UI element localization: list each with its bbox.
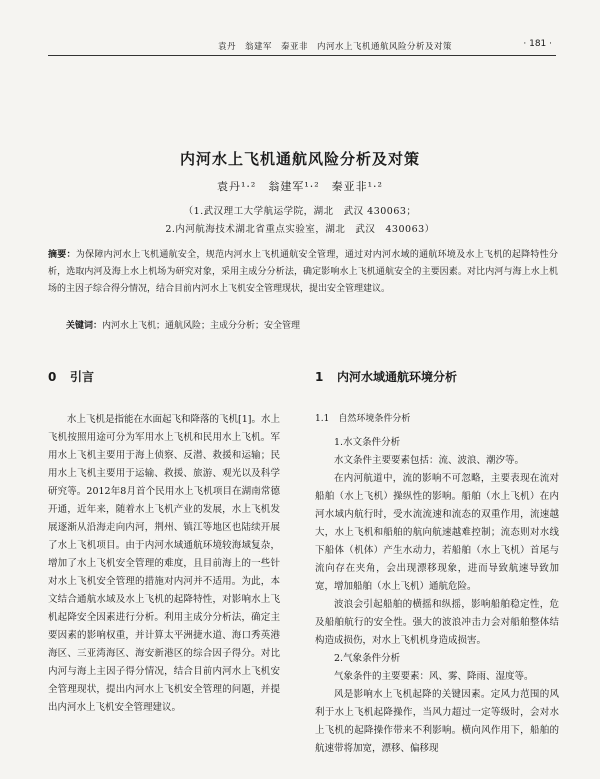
paragraph: 在内河航道中，流的影响不可忽略，主要表现在流对船舶（水上飞机）操纵性的影响。船舶（水上飞机）在内河水域内航行时，受水流流速和流态的双重作用，流速越大，水上飞机和船舶的航向航速越难控制；流态则对水线下船体（机体）产生水动力，若船舶（水上飞机）首尾与流向存在夹角，会出现漂移现象，进而导致航速导致加宽，增加船舶（水上飞机）通航危险。 bbox=[315, 473, 559, 592]
paragraph: 风是影响水上飞机起降的关键因素。定风力范围的风利于水上飞机起降操作，当风力超过一定等级时，会对水上飞机的起降操作带来不利影响。横向风作用下，船舶的航速带将加宽，漂移、偏移现 bbox=[315, 689, 559, 754]
intro-paragraph: 水上飞机是指能在水面起飞和降落的飞机[1]。水上飞机按照用途可分为军用水上飞机和民用水上飞机。军用水上飞机主要用于海上侦察、反潜、救援和运输；民用水上飞机主要用于运输、救援、旅游、观光以及科学研究等。2012年8月首个民用水上飞机项目在湖南常德开通，近年来，随着水上飞机产业的发展，水上飞机发展逐渐从沿海走向内河，荆州、镇江等地区也陆续开展了水上飞机项目。由于内河水域通航环境较海域复杂，增加了水上飞机安全管理的难度，且目前海上的一些针对水上飞机安全管理的措施对内河并不适用。为此，本文结合通航水域及水上飞机的起降特性，对影响水上飞机起降安全因素进行分析。利用主成分分析法，确定主要因素的影响权重，并计算太平洲捷水道、海口秀英港海区、三亚湾海区、海安新港区的综合因子得分。对比内河与海上主因子得分情况，结合目前内河水上飞机安全管理现状，提出内河水上飞机安全管理的问题，并提出内河水上飞机安全管理建议。 bbox=[48, 414, 280, 713]
paragraph: 水文条件主要要素包括：流、波浪、潮汐等。 bbox=[334, 455, 525, 466]
authors: 袁丹¹·² 翁建军¹·² 秦亚非¹·² bbox=[217, 180, 383, 193]
subsection-heading: 1.1 自然环境条件分析 bbox=[315, 414, 411, 424]
page-number: · 181 · bbox=[523, 39, 552, 49]
section-title: 引言 bbox=[70, 370, 95, 384]
section-number: 0 bbox=[48, 370, 57, 384]
affiliation-1: （1.武汉理工大学航运学院，湖北 武汉 430063； bbox=[183, 206, 417, 217]
abstract-text: 为保障内河水上飞机通航安全，规范内河水上飞机通航安全管理，通过对内河水域的通航环境及水上飞机的起降特性分析，选取内河及海上水上机场为研究对象，采用主成分分析法，确定影响水上飞机通航安全的主要因素。对比内河与海上水上机场的主因子综合得分情况，结合目前内河水上飞机安全管理现状，提出安全管理建议。 bbox=[48, 250, 558, 294]
running-header: 袁丹 翁建军 秦亚非 内河水上飞机通航风险分析及对策 bbox=[218, 42, 453, 52]
paragraph: 气象条件的主要要素：风、雾、降雨、湿度等。 bbox=[334, 671, 534, 682]
affiliation-2: 2.内河航海技术湖北省重点实验室，湖北 武汉 430063） bbox=[165, 224, 435, 235]
paper-title: 内河水上飞机通航风险分析及对策 bbox=[179, 150, 420, 168]
item-heading-hydrology: 1.水文条件分析 bbox=[334, 437, 401, 448]
section-heading-intro bbox=[48, 368, 280, 385]
abstract-label: 摘要： bbox=[48, 250, 76, 260]
section-heading-env bbox=[315, 368, 559, 385]
header-rule bbox=[48, 55, 556, 56]
left-column bbox=[48, 368, 280, 717]
keywords-label: 关键词： bbox=[66, 321, 103, 331]
keywords-text: 内河水上飞机；通航风险；主成分分析；安全管理 bbox=[102, 321, 301, 331]
keywords bbox=[66, 318, 556, 331]
section-title: 内河水域通航环境分析 bbox=[337, 370, 458, 384]
paragraph: 波浪会引起船舶的横摇和纵摇，影响船舶稳定性，危及船舶航行的安全性。强大的波浪冲击力会对船舶整体结构造成损伤，对水上飞机机身造成损害。 bbox=[315, 599, 559, 646]
item-heading-weather: 2.气象条件分析 bbox=[334, 653, 401, 664]
abstract bbox=[48, 247, 558, 298]
section-number: 1 bbox=[315, 370, 324, 384]
right-column bbox=[315, 368, 559, 758]
